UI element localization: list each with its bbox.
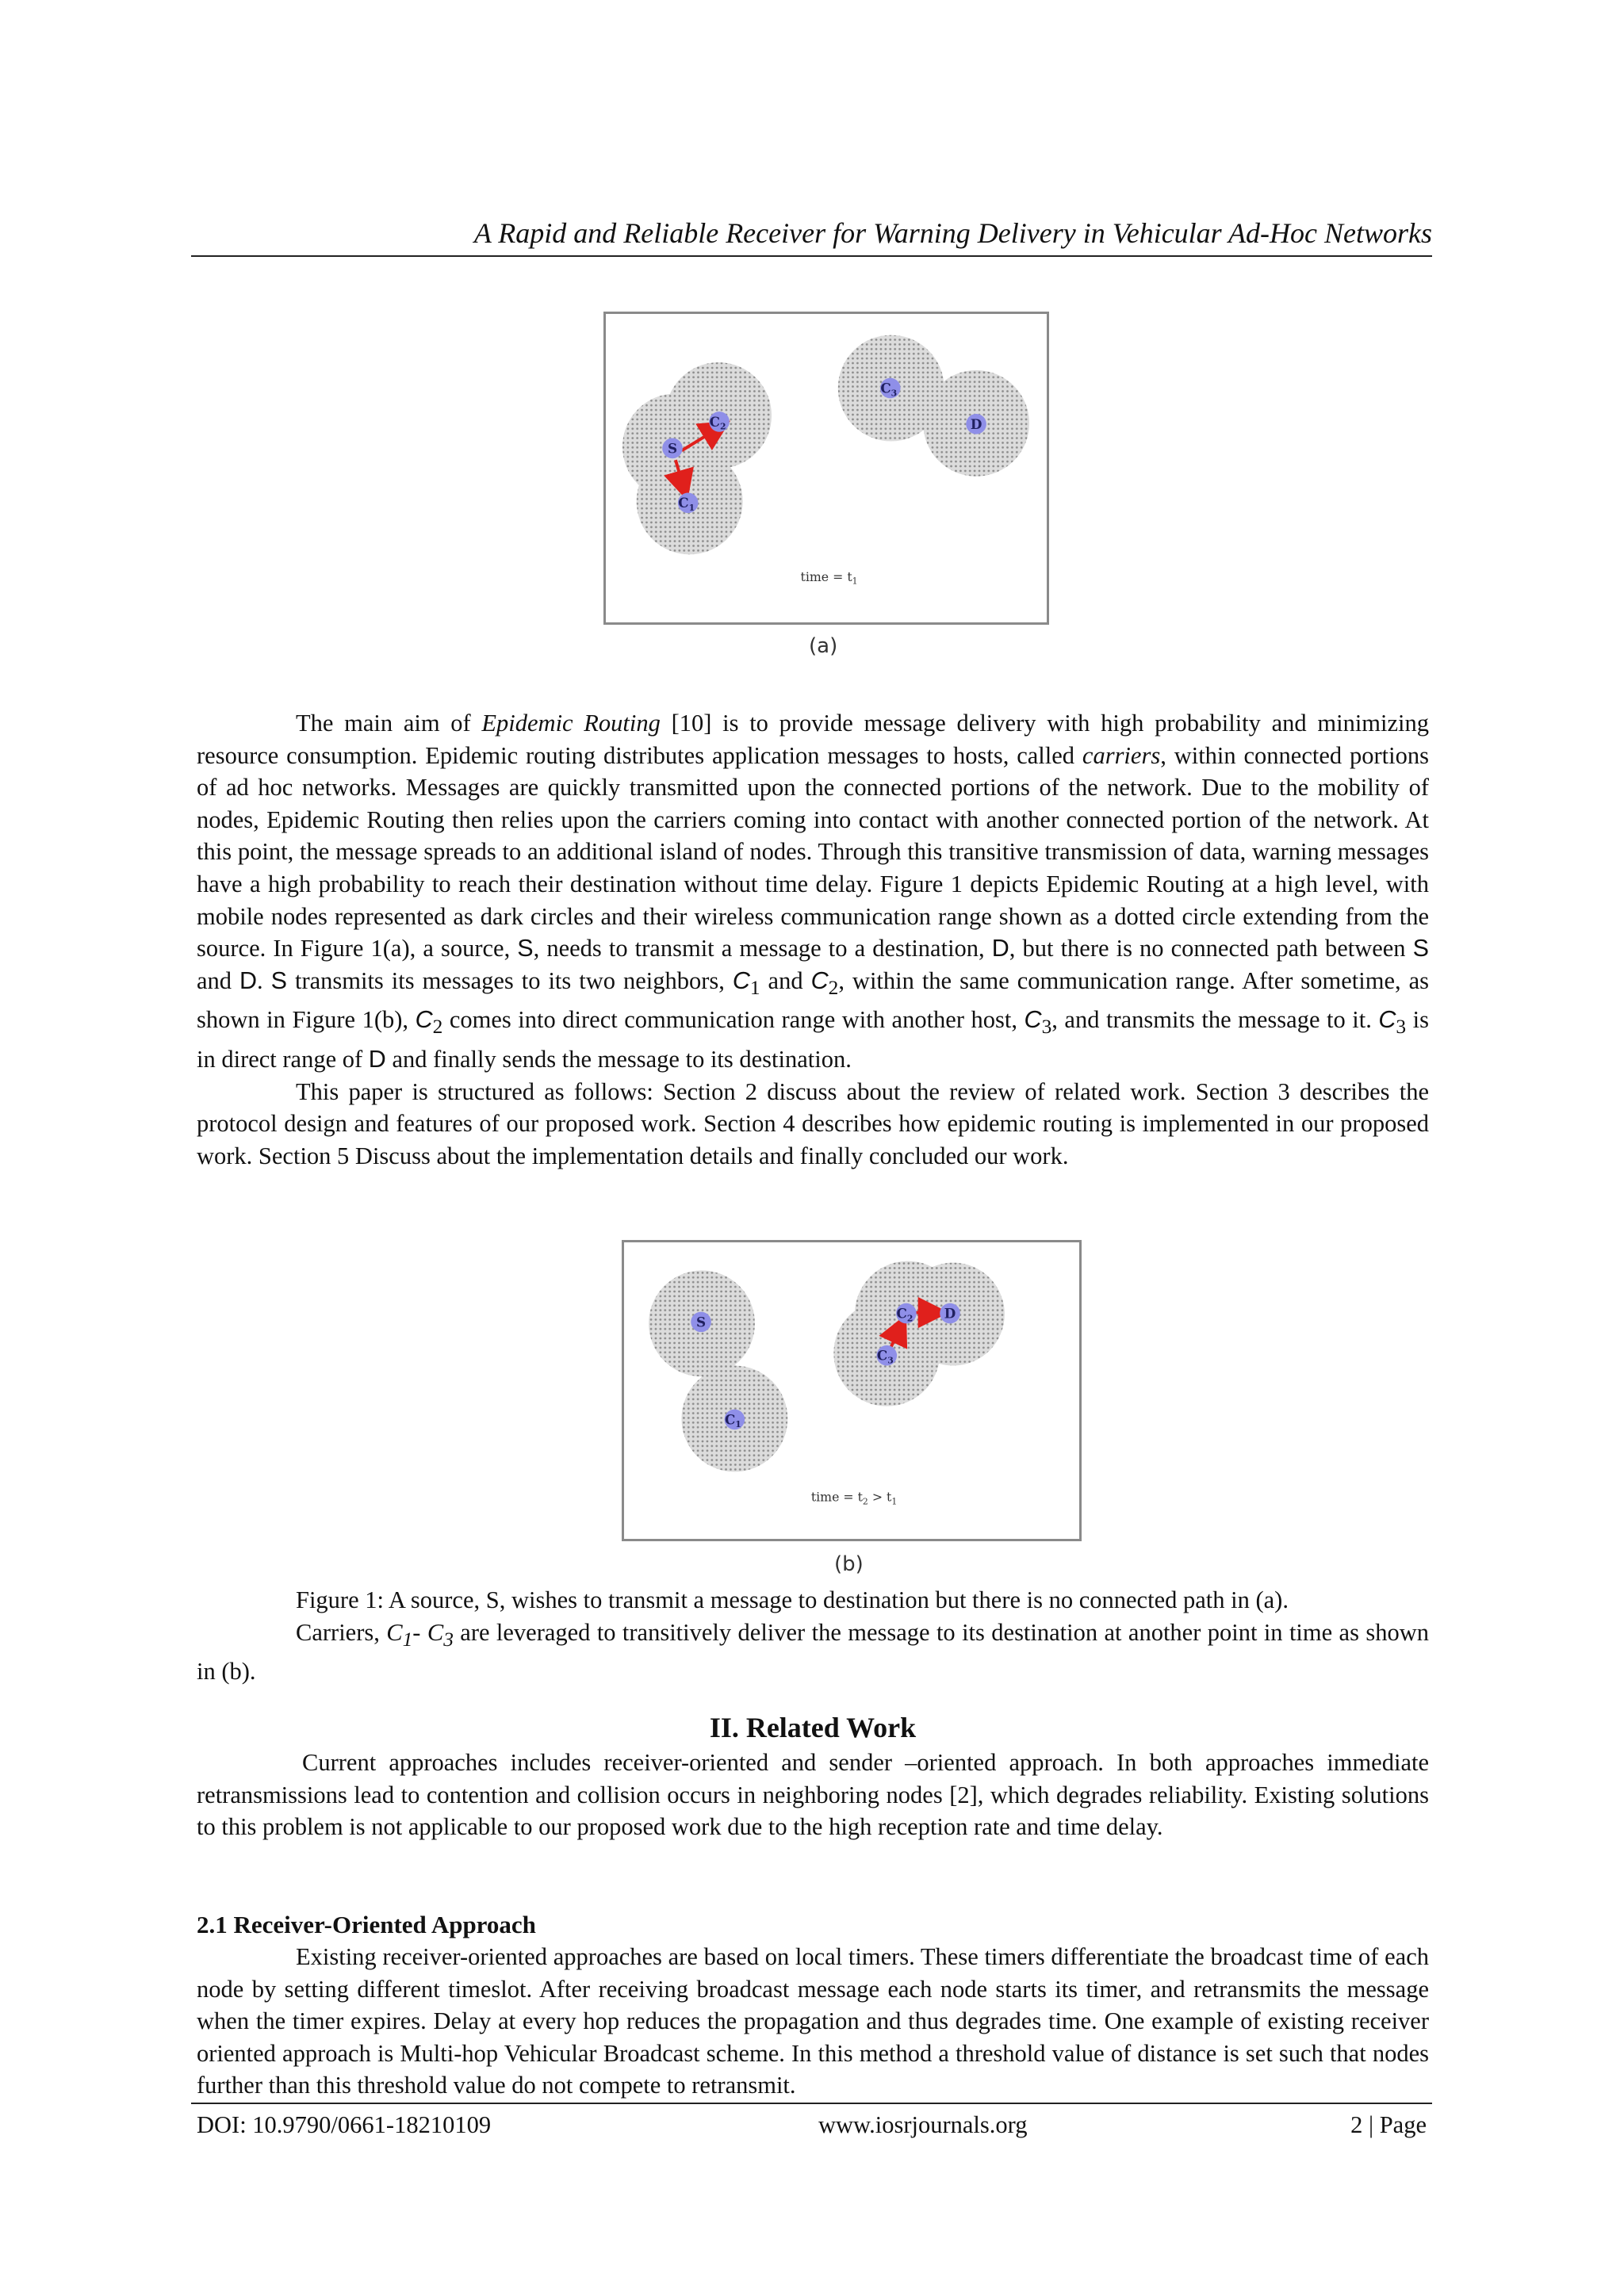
related-work-paragraph: Current approaches includes receiver-oriented and sender –oriented approach. In both approaches immediate retransmissions lead to contention and collision occurs in neighboring nodes [2], which degrades reliability. Existing solutions to this problem is not applicable to our proposed work due to the high reception rate and time delay. — [197, 1749, 1429, 1841]
footer-site: www.iosrjournals.org — [818, 2111, 1028, 2138]
label-c1: $C_1$ — [678, 495, 695, 514]
label-d: D — [970, 415, 982, 432]
structure-paragraph: This paper is structured as follows: Section 2 discuss about the review of related work. Section 3 describes the protocol design and features of our proposed work. Section 4 describes how epidemic routing is implemented in our proposed work. Section 5 Discuss about the implementation details and finally concluded our work. — [197, 1077, 1429, 1169]
subsection-heading-receiver-oriented: 2.1 Receiver-Oriented Approach — [197, 1911, 536, 1938]
figure-1a — [603, 312, 1049, 625]
label-c2: $C_2$ — [709, 413, 726, 432]
section-heading-related-work: II. Related Work — [709, 1712, 917, 1743]
receiver-oriented-paragraph: Existing receiver-oriented approaches are based on local timers. These timers differentiate the broadcast time of each node by setting different timeslot. After receiving broadcast message each node starts its timer, and retransmits the message when the timer expires. Delay at every hop reduces the propagation and thus degrades time. One example of existing receiver oriented approach is Multi-hop Vehicular Broadcast scheme. In this method a threshold value of distance is set such that nodes further than this threshold value do not compete to retransmit. — [197, 1943, 1429, 2099]
figure-1a-diagram — [606, 314, 1047, 622]
label-c2: $C_2$ — [896, 1305, 914, 1324]
figure-1b-diagram — [624, 1242, 1079, 1539]
figure-1-caption: Figure 1: A source, S, wishes to transmit a message to destination but there is no connected path in (a). Carriers, $C_1-$ $C_3$ are leveraged to transitively deliver the message to its destination at another point in time as shown in (b). — [197, 1586, 1429, 1686]
label-d: D — [944, 1305, 956, 1322]
page-footer — [191, 2103, 1432, 2138]
label-s: S — [696, 1314, 707, 1330]
figure-1b-label: (b) — [834, 1552, 864, 1576]
figure-1a-label: (a) — [809, 634, 838, 658]
footer-doi: DOI: 10.9790/0661-18210109 — [197, 2111, 492, 2138]
label-s: S — [667, 440, 678, 457]
epidemic-routing-paragraph: The main aim of Epidemic Routing [10] is to provide message delivery with high probability and minimizing resource consumption. Epidemic routing distributes application messages to hosts, called carriers, within connected portions of ad hoc networks. Messages are quickly transmitted upon the connected portions of the network. Due to the mobility of nodes, Epidemic Routing then relies upon the carriers coming into contact with another connected portion of the network. At this point, the message spreads to an additional island of nodes. Through this transitive transmission of data, warning messages have a high probability to reach their destination without time delay. Figure 1 depicts Epidemic Routing at a high level, with mobile nodes represented as dark circles and their wireless communication range shown as a dotted circle extending from the source. In Figure 1(a), a source, S, needs to transmit a message to a destination, D, but there is no connected path between S and D. S transmits its messages to its two neighbors, $C_1$ and $C_2$, within the same communication range. After sometime, as shown in Figure 1(b), $C_2$ comes into direct communication range with another host, $C_3$, and transmits the message to it. $C_3$ is in direct range of D and finally sends the message to its destination. This paper is structured as follows: Section 2 discuss about the review of related work. Section 3 describes the protocol design and features of our proposed work. Section 4 describes how epidemic routing is implemented in our proposed work. Section 5 Discuss about the implementation details and finally concluded our work. — [197, 707, 1429, 1173]
label-c1: $C_1$ — [724, 1411, 741, 1430]
running-title: A Rapid and Reliable Receiver for Warning Delivery in Vehicular Ad-Hoc Networks — [191, 214, 1432, 257]
time-label-b: time = $t_2 > t_1$ — [810, 1489, 898, 1507]
label-c3: $C_3$ — [880, 380, 898, 399]
label-c3: $C_3$ — [876, 1347, 894, 1366]
figure-1b — [622, 1240, 1082, 1541]
time-label-a: time = $t_1$ — [800, 568, 858, 587]
footer-page-number: 2 | Page — [1350, 2111, 1427, 2138]
